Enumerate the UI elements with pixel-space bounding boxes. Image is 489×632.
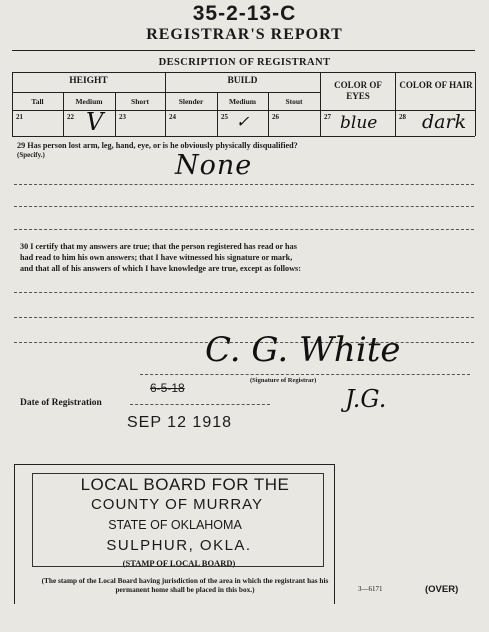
cell-number-27: 27 [324,113,331,121]
height-check-mark: V [86,108,104,136]
col-medium-height: Medium [75,97,103,106]
col-tall: Tall [31,97,44,106]
eyes-header: COLOR OF EYES [334,80,382,101]
question-29-answer: None [175,150,253,181]
build-header: BUILD [227,76,258,86]
col-short: Short [131,97,149,106]
stamp-caption: (STAMP OF LOCAL BOARD) [122,558,236,568]
serial-number: 35-2-13-C [192,2,297,25]
date-of-registration-label: Date of Registration [20,398,102,408]
hair-header: COLOR OF HAIR [399,80,473,90]
page-title: REGISTRAR'S REPORT [146,26,343,43]
cell-number-28: 28 [399,113,406,121]
top-rule [12,50,475,51]
registrar-initials: J.G. [345,385,387,413]
eye-color-value: blue [340,113,378,133]
crossed-out-date: 6-5-18 [150,381,185,395]
over-label: (OVER) [425,584,459,595]
cell-number-25: 25 [221,113,228,121]
stamp-instructions: (The stamp of the Local Board having jurisdiction of the area in which the registrant has his permanent home shall be placed in this box.) [41,576,329,594]
question-30-line-2: had read to him his own answers; that I have witnessed his signature or mark, [20,253,293,262]
cell-number-23: 23 [119,113,126,121]
question-30-line-3: and that all of his answers of which I have knowledge are true, except as follows: [20,264,301,273]
table-top-rule [12,72,475,73]
stamp-line-3: STATE OF OKLAHOMA [108,518,242,532]
cell-number-24: 24 [169,113,176,121]
question-30-line-1: 30 I certify that my answers are true; that the person registered has read or has [20,242,297,251]
form-number: 3—6171 [358,585,383,593]
question-29-text: 29 Has person lost arm, leg, hand, eye, or is he obviously physically disqualified? [17,141,298,150]
signature-caption: (Signature of Registrar) [250,377,317,384]
col-slender: Slender [178,97,204,106]
height-header: HEIGHT [69,76,108,86]
question-29-note: (Specify.) [17,151,45,159]
hair-color-value: dark [422,111,467,133]
section-title: DESCRIPTION OF REGISTRANT [158,57,331,68]
stamp-line-2: COUNTY OF MURRAY [90,496,264,513]
stamp-line-4: SULPHUR, OKLA. [106,537,252,554]
registrar-signature: C. G. White [205,330,401,370]
registration-date-stamp: SEP 12 1918 [127,414,233,431]
cell-number-21: 21 [16,113,23,121]
cell-number-26: 26 [272,113,279,121]
stamp-line-1: LOCAL BOARD FOR THE [80,475,290,494]
col-stout: Stout [285,97,303,106]
build-check-mark: ✓ [236,112,250,131]
cell-number-22: 22 [67,113,74,121]
col-medium-build: Medium [228,97,257,106]
